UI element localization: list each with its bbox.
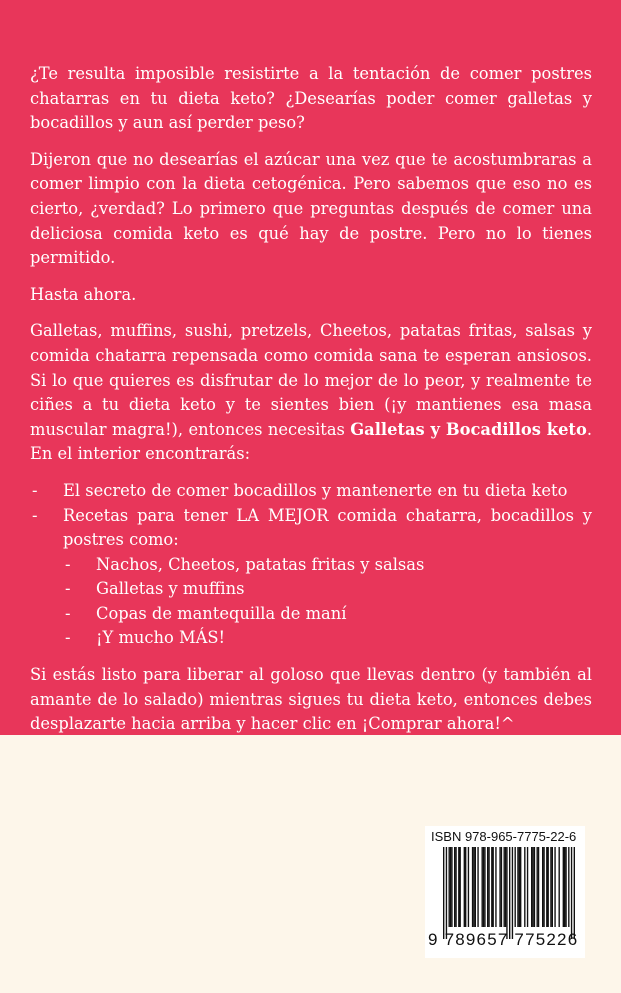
barcode-bar bbox=[475, 847, 476, 927]
barcode-bar bbox=[473, 847, 474, 927]
barcode-bar bbox=[450, 847, 451, 927]
barcode-bar bbox=[491, 847, 492, 927]
barcode-bar bbox=[443, 847, 444, 939]
barcode-bar bbox=[506, 847, 507, 939]
barcode-bar bbox=[446, 847, 447, 939]
barcode-bar bbox=[537, 847, 538, 927]
barcode-bar bbox=[542, 847, 543, 927]
list-item bbox=[30, 504, 592, 652]
barcode-bar bbox=[550, 847, 551, 927]
barcode-bar bbox=[472, 847, 473, 927]
barcode-bar bbox=[477, 847, 478, 927]
sublist-item: - Copas de mantequilla de maní bbox=[63, 602, 592, 627]
isbn-label: ISBN 978-965-7775-22-6 bbox=[431, 829, 577, 844]
barcode-bar bbox=[449, 847, 450, 927]
barcode-bar bbox=[483, 847, 484, 927]
barcode-bar bbox=[546, 847, 547, 927]
barcode-bar bbox=[534, 847, 535, 927]
barcode-bar bbox=[548, 847, 549, 927]
isbn-barcode bbox=[425, 826, 585, 958]
paragraph-4-text: Galletas, muffins, sushi, pretzels, Cheetos, patatas fritas, salsas y comida chatarra repensada como comida sana te esperan ansiosos. Si lo que quieres es disfrutar de lo mejor de lo peor, y realmente te ciñes a tu dieta keto y te sientes bien (¡y mantienes esa masa muscular magra!), entonces necesitas bbox=[30, 321, 592, 439]
barcode-bar bbox=[501, 847, 502, 927]
barcode-bar bbox=[505, 847, 506, 927]
list-item: - El secreto de comer bocadillos y mantenerte en tu dieta keto bbox=[30, 479, 592, 504]
barcode-bar bbox=[554, 847, 555, 927]
barcode-bar bbox=[515, 847, 516, 927]
barcode-bar bbox=[455, 847, 456, 927]
barcode-bar bbox=[504, 847, 505, 927]
paragraph-2: Dijeron que no desearías el azúcar una vez que te acostumbraras a comer limpio con la dieta cetogénica. Pero sabemos que eso no es cierto, ¿verdad? Lo primero que preguntas después de comer una deliciosa comida keto es qué hay de postre. Pero no lo tienes permitido. bbox=[30, 149, 592, 268]
barcode-bars bbox=[443, 847, 575, 939]
paragraph-4 bbox=[30, 319, 592, 467]
barcode-bar bbox=[451, 847, 452, 927]
barcode-bar bbox=[574, 847, 575, 939]
barcode-bar bbox=[464, 847, 465, 927]
sublist-item: - Nachos, Cheetos, patatas fritas y salsas bbox=[63, 553, 592, 578]
barcode-bar bbox=[563, 847, 564, 927]
barcode-bar bbox=[559, 847, 560, 927]
paragraph-1: ¿Te resulta imposible resistirte a la tentación de comer postres chatarras en tu dieta keto? ¿Desearías poder comer galletas y bocadillos y aun así perder peso? bbox=[30, 64, 592, 133]
barcode-bar bbox=[519, 847, 520, 927]
barcode-bar bbox=[552, 847, 553, 927]
barcode-digits: 9 789657 775226 bbox=[428, 930, 579, 949]
barcode-bar bbox=[564, 847, 565, 927]
recipes-sublist bbox=[63, 553, 592, 651]
barcode-bar bbox=[512, 847, 513, 939]
barcode-bar bbox=[493, 847, 494, 927]
back-cover-blurb bbox=[30, 62, 592, 749]
barcode-bar bbox=[524, 847, 525, 927]
barcode-bar bbox=[568, 847, 569, 927]
barcode-bar bbox=[460, 847, 461, 927]
paragraph-4-end: . En el interior encontrarás: bbox=[30, 419, 592, 464]
barcode-bar bbox=[484, 847, 485, 927]
contents-list bbox=[30, 479, 592, 651]
sublist-item: - Galletas y muffins bbox=[63, 577, 592, 602]
barcode-bar bbox=[517, 847, 518, 927]
barcode-bar bbox=[482, 847, 483, 927]
barcode-bar bbox=[487, 847, 488, 927]
barcode-bar bbox=[538, 847, 539, 927]
list-item-text: Recetas para tener LA MEJOR comida chatarra, bocadillos y postres como: bbox=[63, 505, 592, 550]
barcode-bar bbox=[531, 847, 532, 927]
barcode-bar bbox=[571, 847, 572, 939]
barcode-bar bbox=[458, 847, 459, 927]
barcode-bar bbox=[488, 847, 489, 927]
barcode-bar bbox=[520, 847, 521, 927]
barcode-bar bbox=[454, 847, 455, 927]
barcode-bar bbox=[495, 847, 496, 927]
barcode-bar bbox=[468, 847, 469, 927]
sublist-item: - ¡Y mucho MÁS! bbox=[63, 626, 592, 651]
paragraph-3: Hasta ahora. bbox=[30, 284, 137, 304]
barcode-bar bbox=[499, 847, 500, 927]
barcode-bar bbox=[543, 847, 544, 927]
barcode-bar bbox=[532, 847, 533, 927]
barcode-bar bbox=[465, 847, 466, 927]
barcode-bar bbox=[509, 847, 510, 939]
paragraph-5: Si estás listo para liberar al goloso que llevas dentro (y también al amante de lo salado) mientras sigues tu dieta keto, entonces debes desplazarte hacia arriba y hacer clic en ¡Comprar ahora!^ bbox=[30, 665, 592, 734]
barcode-bar bbox=[565, 847, 566, 927]
barcode-bar bbox=[527, 847, 528, 927]
book-title: Galletas y Bocadillos keto bbox=[350, 419, 587, 439]
